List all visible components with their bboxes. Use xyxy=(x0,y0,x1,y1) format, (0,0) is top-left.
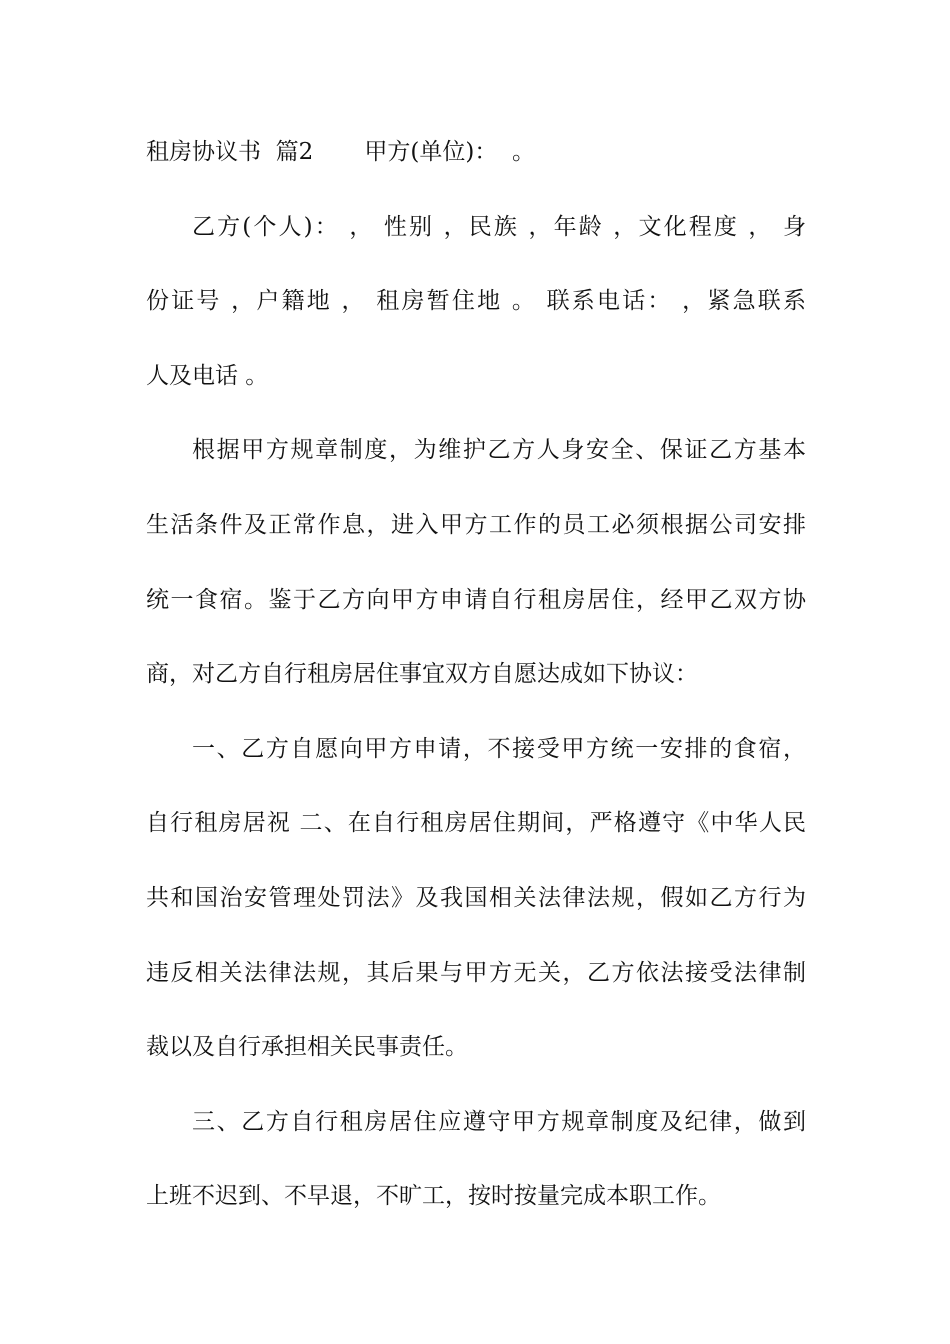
doc-line-intro-1: 根据甲方规章制度，为维护乙方人身安全、保证乙方基本 xyxy=(192,437,806,464)
doc-line-intro-3: 统一食宿。鉴于乙方向甲方申请自行租房居住，经甲乙双方协 xyxy=(146,586,806,613)
doc-line-clause-4: 违反相关法律法规，其后果与甲方无关，乙方依法接受法律制 xyxy=(146,959,806,986)
doc-line-intro-4: 商，对乙方自行租房居住事宜双方自愿达成如下协议： xyxy=(146,661,698,688)
document-body xyxy=(146,129,806,1248)
doc-line-intro-2: 生活条件及正常作息，进入甲方工作的员工必须根据公司安排 xyxy=(146,511,806,538)
doc-line-party-b-1: 乙方(个人)： ， 性别 ，民族 ，年龄 ，文化程度 ， 身 xyxy=(192,213,806,240)
doc-line-clause-1: 一、乙方自愿向甲方申请，不接受甲方统一安排的食宿， xyxy=(192,735,806,762)
doc-line-clause-2: 自行租房居祝 二、在自行租房居住期间，严格遵守《中华人民 xyxy=(146,810,806,837)
doc-line-clause-5: 裁以及自行承担相关民事责任。 xyxy=(146,1034,468,1061)
doc-line-title: 租房协议书 篇2 甲方(单位)： 。 xyxy=(146,139,536,165)
doc-line-clause-7: 上班不迟到、不早退，不旷工，按时按量完成本职工作。 xyxy=(146,1183,721,1210)
doc-line-party-b-2: 份证号 ，户籍地 ， 租房暂住地 。 联系电话： ，紧急联系 xyxy=(146,288,806,315)
doc-line-clause-3: 共和国治安管理处罚法》及我国相关法律法规，假如乙方行为 xyxy=(146,884,806,911)
doc-line-party-b-3: 人及电话 。 xyxy=(146,362,269,389)
doc-line-clause-6: 三、乙方自行租房居住应遵守甲方规章制度及纪律，做到 xyxy=(192,1108,806,1135)
